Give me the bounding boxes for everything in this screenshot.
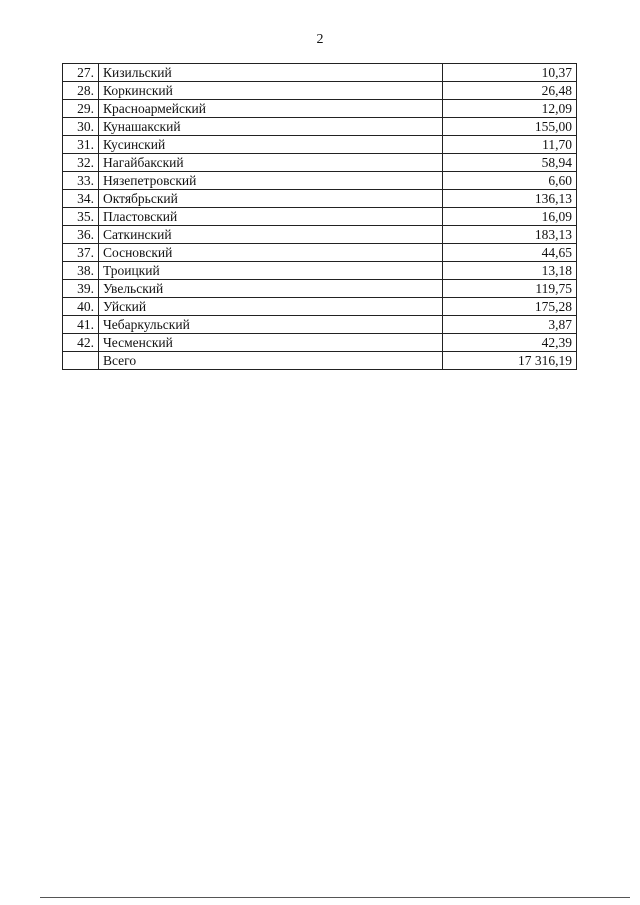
table-row	[63, 154, 577, 172]
district-name-cell: Кунашакский	[99, 118, 443, 136]
district-name-cell: Пластовский	[99, 208, 443, 226]
table-row	[63, 100, 577, 118]
district-name-cell: Кусинский	[99, 136, 443, 154]
value-cell: 58,94	[443, 154, 577, 172]
value-cell: 44,65	[443, 244, 577, 262]
value-cell: 175,28	[443, 298, 577, 316]
table-row	[63, 208, 577, 226]
row-number-cell: 31.	[63, 136, 99, 154]
total-value-cell: 17 316,19	[443, 352, 577, 370]
value-cell: 13,18	[443, 262, 577, 280]
table-row	[63, 172, 577, 190]
table-body	[63, 64, 577, 370]
table-row	[63, 226, 577, 244]
district-name-cell: Нагайбакский	[99, 154, 443, 172]
district-name-cell: Нязепетровский	[99, 172, 443, 190]
row-number-cell: 34.	[63, 190, 99, 208]
table-row	[63, 64, 577, 82]
table-row	[63, 262, 577, 280]
district-name-cell: Чесменский	[99, 334, 443, 352]
row-number-cell: 42.	[63, 334, 99, 352]
row-number-cell: 38.	[63, 262, 99, 280]
value-cell: 16,09	[443, 208, 577, 226]
district-name-cell: Сосновский	[99, 244, 443, 262]
value-cell: 42,39	[443, 334, 577, 352]
value-cell: 155,00	[443, 118, 577, 136]
table-row	[63, 244, 577, 262]
district-name-cell: Октябрьский	[99, 190, 443, 208]
page-number: 2	[316, 32, 324, 47]
value-cell: 12,09	[443, 100, 577, 118]
table-row	[63, 118, 577, 136]
row-number-cell: 32.	[63, 154, 99, 172]
row-number-cell: 33.	[63, 172, 99, 190]
district-name-cell: Саткинский	[99, 226, 443, 244]
district-name-cell: Кизильский	[99, 64, 443, 82]
value-cell: 26,48	[443, 82, 577, 100]
row-number-cell: 36.	[63, 226, 99, 244]
table-row	[63, 334, 577, 352]
district-name-cell: Троицкий	[99, 262, 443, 280]
row-number-cell: 41.	[63, 316, 99, 334]
district-name-cell: Коркинский	[99, 82, 443, 100]
total-row	[63, 352, 577, 370]
value-cell: 10,37	[443, 64, 577, 82]
value-cell: 11,70	[443, 136, 577, 154]
row-number-cell: 37.	[63, 244, 99, 262]
bottom-rule	[40, 897, 630, 898]
district-name-cell: Чебаркульский	[99, 316, 443, 334]
row-number-cell: 39.	[63, 280, 99, 298]
table-row	[63, 280, 577, 298]
table-row	[63, 82, 577, 100]
district-name-cell: Увельский	[99, 280, 443, 298]
value-cell: 119,75	[443, 280, 577, 298]
value-cell: 183,13	[443, 226, 577, 244]
table-row	[63, 298, 577, 316]
table-row	[63, 190, 577, 208]
row-number-cell: 27.	[63, 64, 99, 82]
value-cell: 3,87	[443, 316, 577, 334]
row-number-cell: 30.	[63, 118, 99, 136]
table-row	[63, 136, 577, 154]
district-name-cell: Уйский	[99, 298, 443, 316]
value-cell: 6,60	[443, 172, 577, 190]
value-cell: 136,13	[443, 190, 577, 208]
total-label-cell: Всего	[99, 352, 443, 370]
table-row	[63, 316, 577, 334]
row-number-cell: 40.	[63, 298, 99, 316]
total-number-cell	[63, 352, 99, 370]
municipal-districts-table	[62, 63, 577, 370]
district-name-cell: Красноармейский	[99, 100, 443, 118]
row-number-cell: 29.	[63, 100, 99, 118]
row-number-cell: 35.	[63, 208, 99, 226]
row-number-cell: 28.	[63, 82, 99, 100]
